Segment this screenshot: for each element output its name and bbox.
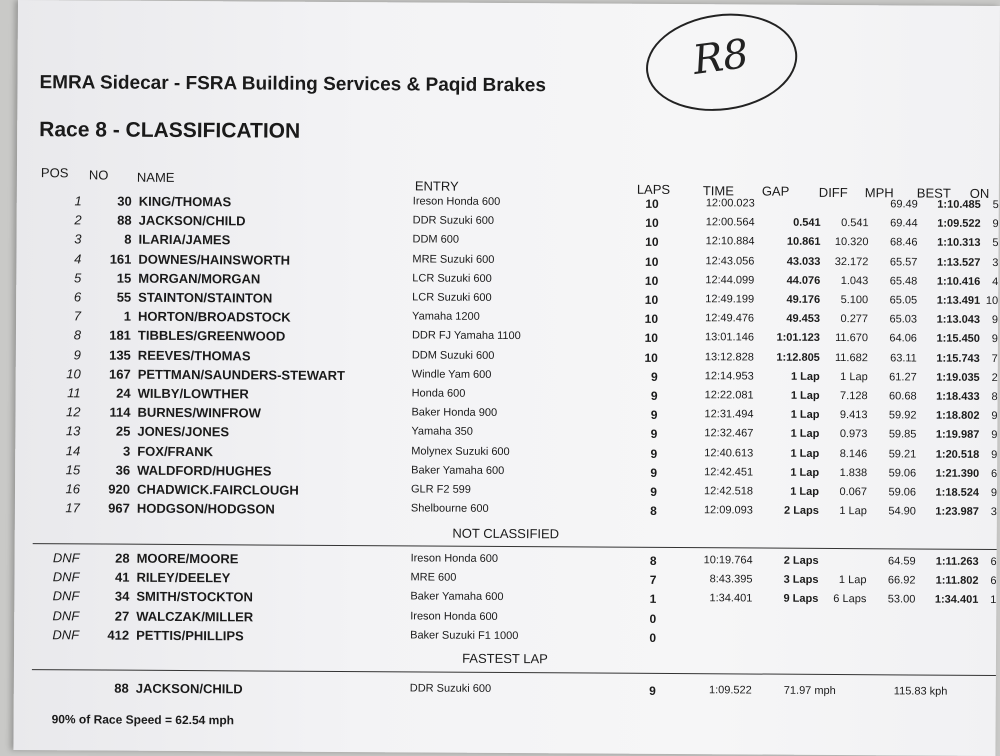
cell-on: 6: [982, 575, 996, 587]
cell-entry: Ireson Honda 600: [410, 610, 498, 623]
cell-laps: 10: [636, 331, 658, 345]
cell-no: 30: [87, 193, 132, 208]
stamp-text: R8: [690, 31, 751, 84]
header-laps: LAPS: [637, 182, 670, 197]
cell-laps: 8: [635, 504, 657, 518]
cell-best: 1:20.518: [915, 448, 979, 460]
cell-mph: 65.57: [871, 256, 917, 268]
cell-on: 4: [984, 276, 998, 288]
header-pos: POS: [41, 165, 69, 180]
cell-time: 13:12.828: [682, 351, 754, 363]
cell-diff: 5.100: [816, 294, 868, 306]
cell-pos: 9: [41, 347, 81, 362]
cell-diff: 1 Lap: [815, 505, 867, 517]
cell-diff: 9.413: [815, 409, 867, 421]
cell-time: 12:49.199: [682, 293, 754, 305]
cell-name: KING/THOMAS: [139, 194, 232, 210]
cell-time: 10:19.764: [681, 554, 753, 566]
cell-mph: 63.11: [871, 352, 917, 364]
cell-entry: Shelbourne 600: [411, 503, 489, 515]
cell-best: 1:10.416: [916, 275, 980, 287]
cell-best: 1:10.313: [916, 237, 980, 249]
cell-gap: 0.541: [749, 217, 821, 229]
cell-name: MORGAN/MORGAN: [138, 271, 260, 287]
cell-on: 8: [984, 391, 998, 403]
not-classified-heading: NOT CLASSIFIED: [15, 523, 997, 544]
cell-laps: 10: [636, 235, 658, 249]
not-classified-table: [18, 0, 1000, 6]
cell-on: 9: [984, 333, 998, 345]
cell-diff: 11.682: [816, 351, 868, 363]
cell-gap: 2 Laps: [747, 505, 819, 517]
cell-pos: DNF: [39, 627, 79, 642]
cell-gap: 44.076: [748, 274, 820, 286]
race-title: Race 8 - CLASSIFICATION: [39, 118, 300, 144]
cell-gap: 3 Laps: [746, 574, 818, 586]
cell-on: 9: [985, 218, 999, 230]
cell-diff: 0.067: [815, 486, 867, 498]
cell-time: 8:43.395: [680, 573, 752, 585]
cell-best: 1:10.485: [917, 198, 981, 210]
cell-no: 25: [85, 424, 130, 439]
cell-laps: 10: [637, 216, 659, 230]
cell-gap: 1 Lap: [748, 389, 820, 401]
cell-on: 7: [984, 353, 998, 365]
cell-diff: 7.128: [816, 390, 868, 402]
cell-pos: 17: [40, 500, 80, 515]
cell-on: 9: [984, 314, 998, 326]
cell-best: 1:34.401: [914, 594, 978, 606]
header-on: ON: [970, 186, 990, 201]
cell-entry: Baker Suzuki F1 1000: [410, 629, 518, 642]
cell-gap: 1:01.123: [748, 332, 820, 344]
cell-pos: 4: [41, 251, 81, 266]
cell-on: 3: [984, 257, 998, 269]
cell-name: DOWNES/HAINSWORTH: [138, 251, 290, 267]
cell-mph: 66.92: [869, 574, 915, 586]
cell-name: STAINTON/STAINTON: [138, 290, 272, 306]
cell-name: CHADWICK.FAIRCLOUGH: [137, 482, 299, 498]
cell-pos: 14: [40, 443, 80, 458]
results-sheet: [13, 0, 1000, 756]
cell-best: 1:18.524: [915, 486, 979, 498]
cell-entry: Yamaha 350: [411, 426, 473, 438]
cell-laps: 10: [636, 274, 658, 288]
cell-no: 15: [86, 270, 131, 285]
cell-no: 3: [85, 443, 130, 458]
cell-no: 114: [85, 405, 130, 420]
cell-time: 12:10.884: [683, 235, 755, 247]
header-entry: ENTRY: [415, 178, 459, 193]
cell-on: 6: [983, 468, 997, 480]
cell-on: 9: [983, 429, 997, 441]
cell-on: 3: [983, 506, 997, 518]
header-time: TIME: [703, 183, 734, 198]
cell-best: 1:13.491: [916, 294, 980, 306]
cell-laps: 10: [636, 293, 658, 307]
cell-pos: DNF: [39, 608, 79, 623]
cell-time: 12:32.467: [681, 427, 753, 439]
header-best: BEST: [917, 185, 951, 200]
cell-gap: 2 Laps: [747, 554, 819, 566]
header-diff: DIFF: [819, 185, 848, 200]
cell-best: 1:19.035: [916, 371, 980, 383]
cell-entry: Molynex Suzuki 600: [411, 445, 510, 458]
divider-line: [32, 669, 996, 676]
cell-diff: 1 Lap: [814, 574, 866, 586]
cell-time: 12:42.518: [681, 485, 753, 497]
cell-name: WALCZAK/MILLER: [136, 608, 253, 624]
cell-gap: 10.861: [748, 236, 820, 248]
cell-best: 1:13.043: [916, 314, 980, 326]
cell-no: 28: [85, 550, 130, 565]
cell-no: 55: [86, 289, 131, 304]
cell-time: 12:40.613: [681, 447, 753, 459]
cell-mph: 59.21: [870, 448, 916, 460]
cell-gap: 49.176: [748, 293, 820, 305]
cell-name: WALDFORD/HUGHES: [137, 463, 271, 479]
cell-pos: 13: [40, 424, 80, 439]
cell-gap: 43.033: [748, 255, 820, 267]
cell-on: 1: [982, 594, 996, 606]
cell-laps: 7: [634, 573, 656, 587]
cell-no: 967: [85, 501, 130, 516]
cell-name: BURNES/WINFROW: [137, 405, 261, 421]
cell-name: PETTIS/PHILLIPS: [136, 628, 244, 644]
cell-time: 12:09.093: [681, 504, 753, 516]
cell-pos: 8: [41, 328, 81, 343]
cell-laps: 10: [636, 312, 658, 326]
cell-mph: 64.59: [870, 555, 916, 567]
cell-mph: 59.92: [870, 409, 916, 421]
cell-best: 1:18.433: [916, 390, 980, 402]
cell-on: 5: [985, 199, 999, 211]
fastest-lap-row: [14, 680, 996, 705]
cell-best: 1:13.527: [916, 256, 980, 268]
fastest-lap-name: JACKSON/CHILD: [136, 681, 243, 697]
cell-laps: 1: [634, 592, 656, 606]
cell-gap: 1 Lap: [747, 428, 819, 440]
cell-entry: Baker Yamaha 600: [410, 591, 503, 604]
cell-laps: 8: [635, 554, 657, 568]
cell-mph: 65.05: [871, 294, 917, 306]
header-mph: MPH: [865, 185, 894, 200]
cell-entry: DDR Suzuki 600: [413, 215, 494, 227]
cell-mph: 59.06: [870, 486, 916, 498]
cell-time: 12:00.023: [683, 197, 755, 209]
cell-pos: 2: [42, 212, 82, 227]
cell-pos: DNF: [40, 550, 80, 565]
cell-entry: Yamaha 1200: [412, 311, 480, 323]
cell-on: 9: [983, 487, 997, 499]
cell-best: 1:21.390: [915, 467, 979, 479]
cell-name: WILBY/LOWTHER: [138, 386, 249, 402]
cell-time: 12:31.494: [681, 408, 753, 420]
cell-name: ILARIA/JAMES: [138, 232, 230, 248]
cell-no: 161: [86, 251, 131, 266]
fastest-lap-heading: FASTEST LAP: [14, 648, 996, 669]
cell-entry: DDM Suzuki 600: [412, 349, 495, 362]
cell-no: 41: [84, 570, 129, 585]
cell-mph: 53.00: [869, 594, 915, 606]
header-name: NAME: [137, 170, 175, 185]
cell-gap: 1 Lap: [748, 370, 820, 382]
cell-time: 12:44.099: [682, 274, 754, 286]
cell-time: 1:34.401: [680, 592, 752, 604]
cell-laps: 0: [634, 611, 656, 625]
divider-line: [33, 543, 997, 550]
cell-best: 1:09.522: [917, 218, 981, 230]
cell-laps: 0: [634, 631, 656, 645]
cell-mph: 68.46: [871, 237, 917, 249]
cell-mph: 61.27: [871, 371, 917, 383]
cell-laps: 9: [635, 408, 657, 422]
cell-no: 920: [85, 481, 130, 496]
classified-table: [18, 0, 1000, 6]
cell-gap: 1 Lap: [747, 485, 819, 497]
handwritten-race-stamp: [640, 5, 803, 120]
cell-laps: 9: [635, 446, 657, 460]
cell-no: 135: [86, 347, 131, 362]
cell-name: RILEY/DEELEY: [136, 570, 230, 586]
cell-pos: 7: [41, 308, 81, 323]
cell-entry: Baker Yamaha 600: [411, 464, 504, 477]
cell-gap: 1:12.805: [748, 351, 820, 363]
cell-name: MOORE/MOORE: [137, 551, 239, 567]
cell-time: 12:49.476: [682, 312, 754, 324]
cell-entry: GLR F2 599: [411, 483, 471, 495]
cell-diff: 0.973: [815, 428, 867, 440]
cell-best: 1:11.802: [914, 575, 978, 587]
fastest-lap-entry: DDR Suzuki 600: [410, 682, 491, 694]
cell-laps: 9: [636, 370, 658, 384]
cell-time: 12:00.564: [683, 216, 755, 228]
cell-laps: 9: [635, 485, 657, 499]
cell-laps: 10: [636, 254, 658, 268]
cell-best: 1:19.987: [915, 429, 979, 441]
cell-on: 6: [983, 556, 997, 568]
cell-mph: 64.06: [871, 333, 917, 345]
cell-no: 24: [86, 385, 131, 400]
cell-no: 167: [86, 366, 131, 381]
cell-time: 12:14.953: [682, 370, 754, 382]
cell-diff: 0.541: [817, 217, 869, 229]
cell-pos: 1: [42, 193, 82, 208]
cell-name: SMITH/STOCKTON: [136, 589, 253, 605]
cell-diff: 1 Lap: [816, 371, 868, 383]
cell-entry: MRE 600: [410, 572, 456, 584]
cell-mph: 69.44: [872, 217, 918, 229]
cell-time: 12:43.056: [682, 255, 754, 267]
cell-name: TIBBLES/GREENWOOD: [138, 328, 285, 344]
cell-laps: 10: [636, 350, 658, 364]
fastest-lap-mph: 71.97 mph: [784, 685, 836, 697]
cell-on: 9: [983, 410, 997, 422]
cell-gap: 1 Lap: [747, 409, 819, 421]
cell-pos: 16: [40, 481, 80, 496]
cell-entry: Honda 600: [412, 387, 466, 399]
cell-time: 12:42.451: [681, 466, 753, 478]
cell-gap: 49.453: [748, 313, 820, 325]
cell-mph: 65.48: [871, 275, 917, 287]
cell-name: JACKSON/CHILD: [139, 213, 246, 229]
cell-time: 13:01.146: [682, 331, 754, 343]
cell-no: 34: [84, 589, 129, 604]
cell-pos: 6: [41, 289, 81, 304]
cell-pos: 11: [41, 385, 81, 400]
cell-name: JONES/JONES: [137, 424, 229, 440]
cell-laps: 10: [637, 197, 659, 211]
cell-laps: 9: [636, 389, 658, 403]
header-no: NO: [89, 167, 109, 182]
cell-gap: 9 Laps: [746, 593, 818, 605]
cell-best: 1:15.450: [916, 333, 980, 345]
cell-mph: 54.90: [870, 505, 916, 517]
fastest-lap-time: 1:09.522: [680, 684, 752, 696]
cell-no: 27: [84, 608, 129, 623]
cell-name: HODGSON/HODGSON: [137, 501, 275, 517]
cell-on: 9: [983, 448, 997, 460]
cell-best: 1:18.802: [915, 410, 979, 422]
cell-laps: 9: [635, 466, 657, 480]
fastest-lap-no: 88: [84, 680, 129, 695]
cell-entry: MRE Suzuki 600: [412, 253, 494, 266]
cell-mph: 65.03: [871, 313, 917, 325]
cell-no: 36: [85, 462, 130, 477]
fastest-lap-kph: 115.83 kph: [894, 685, 948, 697]
cell-best: 1:11.263: [915, 555, 979, 567]
cell-on: 5: [984, 237, 998, 249]
cell-no: 8: [86, 232, 131, 247]
cell-entry: DDR FJ Yamaha 1100: [412, 330, 521, 343]
cell-best: 1:15.743: [916, 352, 980, 364]
cell-no: 412: [84, 627, 129, 642]
cell-pos: 3: [41, 232, 81, 247]
cell-name: HORTON/BROADSTOCK: [138, 309, 291, 325]
cell-mph: 60.68: [871, 390, 917, 402]
cell-on: 2: [984, 372, 998, 384]
cell-time: 12:22.081: [682, 389, 754, 401]
cell-pos: 5: [41, 270, 81, 285]
cell-pos: 10: [41, 366, 81, 381]
cell-entry: Ireson Honda 600: [411, 552, 499, 565]
cell-diff: 8.146: [815, 447, 867, 459]
cell-name: FOX/FRANK: [137, 443, 213, 458]
event-title: EMRA Sidecar - FSRA Building Services & Paqid Brakes: [39, 72, 546, 97]
cell-diff: 1.043: [816, 275, 868, 287]
cell-pos: DNF: [39, 589, 79, 604]
cell-laps: 9: [635, 427, 657, 441]
cell-best: 1:23.987: [915, 506, 979, 518]
cell-entry: LCR Suzuki 600: [412, 272, 492, 284]
cell-no: 88: [87, 213, 132, 228]
cell-mph: 59.06: [870, 467, 916, 479]
cell-gap: 1 Lap: [747, 447, 819, 459]
cell-diff: 1.838: [815, 467, 867, 479]
cell-mph: 69.49: [872, 198, 918, 210]
cell-diff: 0.277: [816, 313, 868, 325]
cell-entry: LCR Suzuki 600: [412, 291, 492, 303]
column-headers: [18, 0, 1000, 6]
cell-entry: Windle Yam 600: [412, 368, 492, 380]
cell-entry: Ireson Honda 600: [413, 195, 501, 208]
cell-no: 181: [86, 328, 131, 343]
race-speed-note: 90% of Race Speed = 62.54 mph: [52, 712, 235, 727]
cell-on: 10: [984, 295, 998, 307]
cell-entry: DDM 600: [413, 234, 460, 246]
cell-diff: 10.320: [816, 236, 868, 248]
cell-pos: 15: [40, 462, 80, 477]
cell-diff: 32.172: [816, 255, 868, 267]
header-gap: GAP: [762, 184, 790, 199]
cell-mph: 59.85: [870, 429, 916, 441]
cell-no: 1: [86, 309, 131, 324]
cell-entry: Baker Honda 900: [411, 407, 497, 420]
cell-name: REEVES/THOMAS: [138, 347, 251, 363]
cell-diff: 6 Laps: [814, 593, 866, 605]
cell-name: PETTMAN/SAUNDERS-STEWART: [138, 367, 345, 383]
cell-gap: 1 Lap: [747, 466, 819, 478]
cell-pos: DNF: [39, 569, 79, 584]
fastest-lap-lap: 9: [634, 684, 656, 698]
cell-diff: 11.670: [816, 332, 868, 344]
cell-pos: 12: [40, 404, 80, 419]
